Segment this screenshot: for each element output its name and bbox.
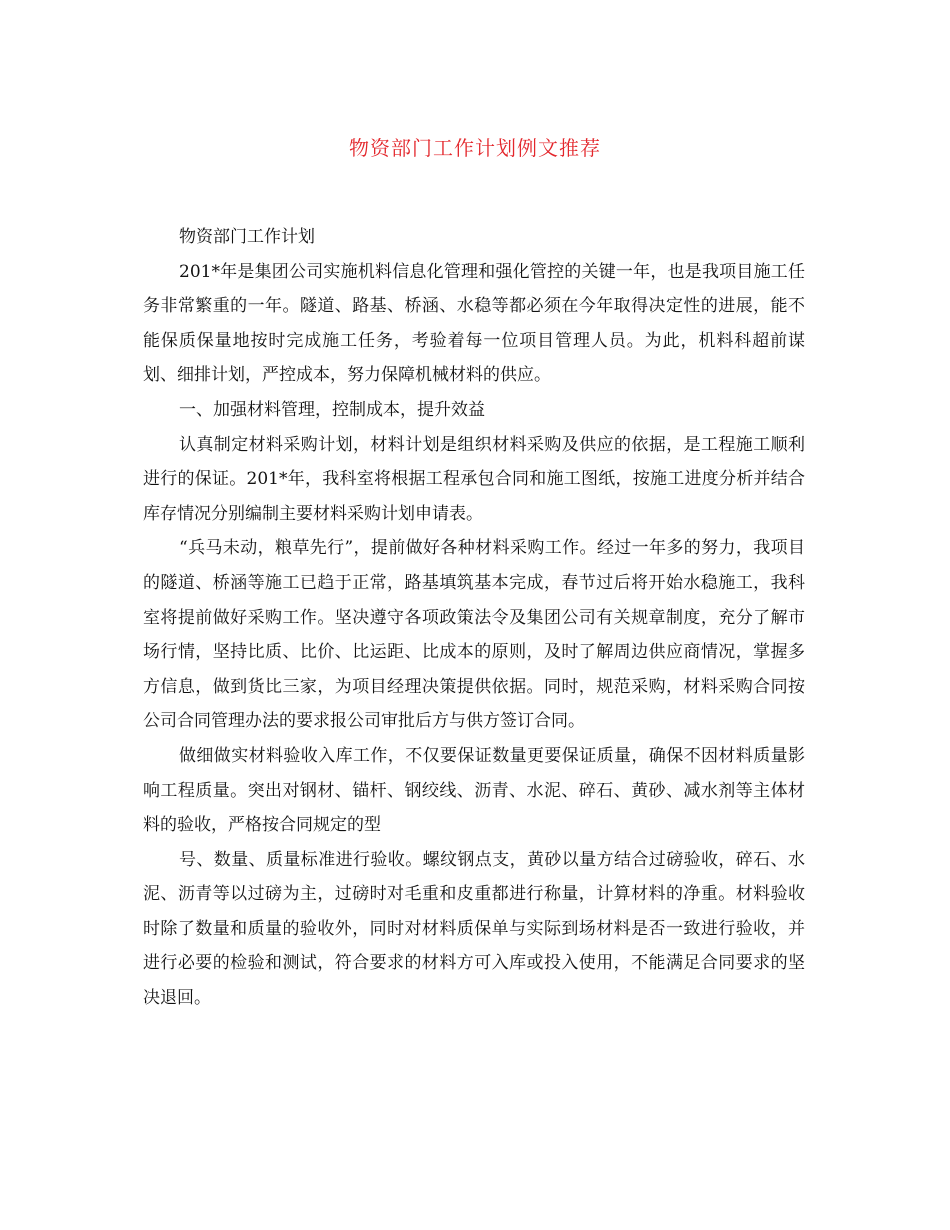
document-title: 物资部门工作计划例文推荐 — [349, 136, 601, 160]
paragraph: 号、数量、质量标准进行验收。螺纹钢点支，黄砂以量方结合过磅验收，碎石、水泥、沥青等以过磅为主，过磅时对毛重和皮重都进行称量，计算材料的净重。材料验收时除了数量和质量的验收外，同时对材料质保单与实际到场材料是否一致进行验收，并进行必要的检验和测试，符合要求的材料方可入库或投入使用，不能满足合同要求的坚决退回。 — [143, 849, 805, 1009]
paragraph: 201*年是集团公司实施机料信息化管理和强化管控的关键一年，也是我项目施工任务非常繁重的一年。隧道、路基、桥涵、水稳等都必须在今年取得决定性的进展，能不能保质保量地按时完成施工任务，考验着每一位项目管理人员。为此，机料科超前谋划、细排计划，严控成本，努力保障机械材料的供应。 — [143, 261, 805, 386]
paragraph: 认真制定材料采购计划，材料计划是组织材料采购及供应的依据，是工程施工顺利进行的保证。201*年，我科室将根据工程承包合同和施工图纸，按施工进度分析并结合库存情况分别编制主要材料采购计划申请表。 — [143, 434, 805, 524]
subsection-heading: 一、加强材料管理，控制成本，提升效益 — [179, 399, 485, 420]
paragraph: “兵马未动，粮草先行”，提前做好各种材料采购工作。经过一年多的努力，我项目的隧道、桥涵等施工已趋于正常，路基填筑基本完成，春节过后将开始水稳施工，我科室将提前做好采购工作。坚决遵守各项政策法令及集团公司有关规章制度，充分了解市场行情，坚持比质、比价、比运距、比成本的原则，及时了解周边供应商情况，掌握多方信息，做到货比三家，为项目经理决策提供依据。同时，规范采购，材料采购合同按公司合同管理办法的要求报公司审批后方与供方签订合同。 — [143, 538, 805, 732]
paragraph: 做细做实材料验收入库工作，不仅要保证数量更要保证质量，确保不因材料质量影响工程质量。突出对钢材、锚杆、钢绞线、沥青、水泥、碎石、黄砂、减水剂等主体材料的验收，严格按合同规定的型 — [143, 745, 805, 836]
document-body — [143, 220, 805, 1016]
section-heading: 物资部门工作计划 — [179, 227, 315, 247]
